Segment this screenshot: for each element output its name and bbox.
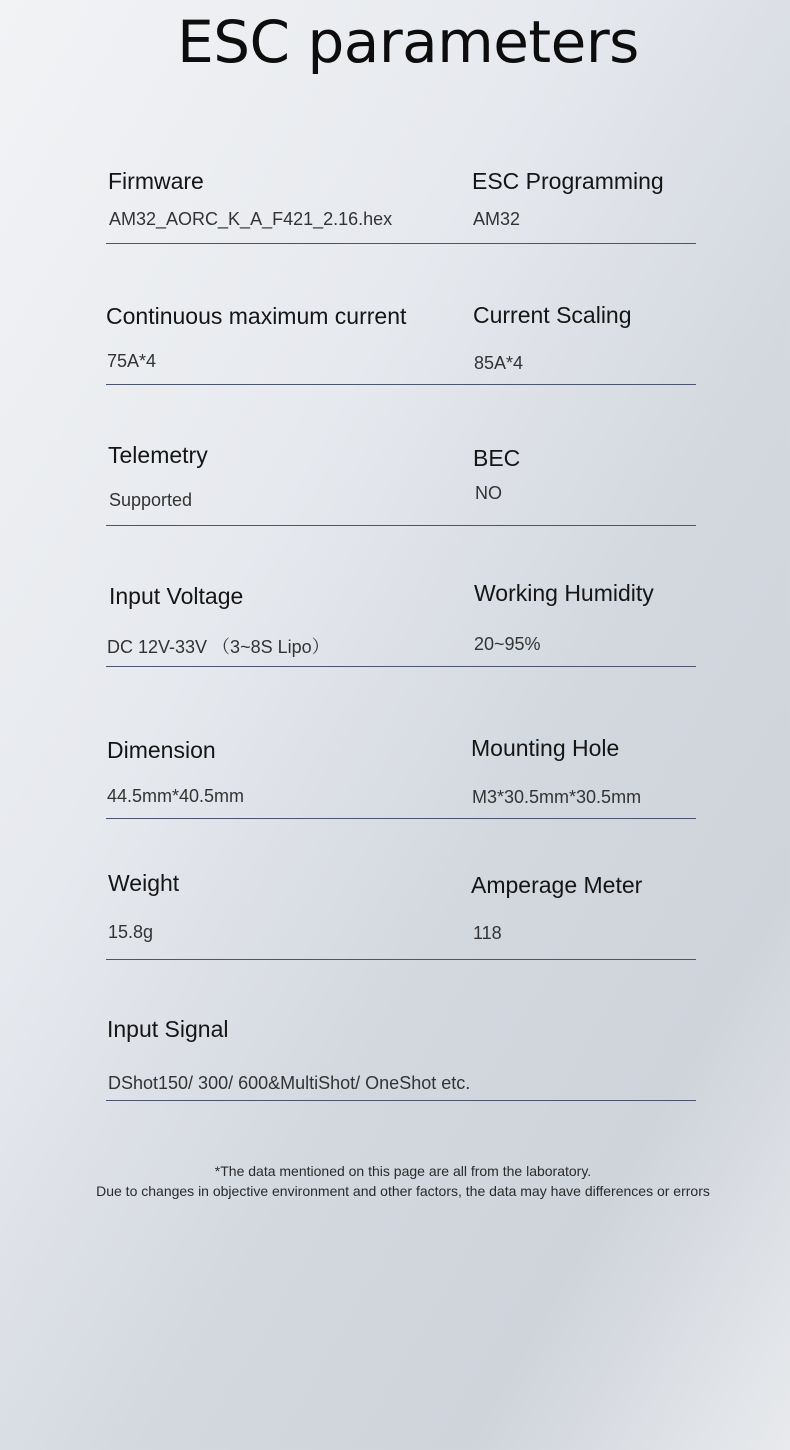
spec-label-mounting-hole: Mounting Hole: [471, 735, 620, 761]
spec-row-dimension: [106, 727, 696, 819]
spec-row-voltage: [106, 575, 696, 667]
spec-label-input-voltage: Input Voltage: [109, 583, 244, 609]
spec-value-continuous-max-current: 75A*4: [107, 351, 157, 371]
spec-value-mounting-hole: M3*30.5mm*30.5mm: [472, 787, 642, 807]
spec-value-current-scaling: 85A*4: [474, 353, 524, 373]
spec-value-weight: 15.8g: [108, 922, 154, 942]
spec-label-weight: Weight: [108, 870, 180, 896]
spec-row-weight: [106, 862, 696, 960]
spec-label-esc-programming: ESC Programming: [472, 168, 664, 194]
spec-row-firmware: [106, 160, 696, 244]
footnote-line-2: Due to changes in objective environment and other factors, the data may have differences or errors: [96, 1183, 710, 1199]
spec-label-bec: BEC: [473, 445, 521, 471]
footnote-line-1: *The data mentioned on this page are all from the laboratory.: [214, 1163, 592, 1179]
spec-label-telemetry: Telemetry: [108, 442, 208, 468]
spec-value-telemetry: Supported: [109, 490, 193, 510]
spec-label-working-humidity: Working Humidity: [474, 580, 654, 606]
spec-label-input-signal: Input Signal: [107, 1016, 229, 1042]
spec-label-firmware: Firmware: [108, 168, 204, 194]
spec-value-firmware: AM32_AORC_K_A_F421_2.16.hex: [109, 209, 393, 229]
spec-value-dimension: 44.5mm*40.5mm: [107, 786, 245, 806]
spec-row-telemetry: [106, 434, 696, 526]
spec-label-continuous-max-current: Continuous maximum current: [106, 303, 407, 329]
spec-value-bec: NO: [475, 483, 502, 503]
spec-label-amperage-meter: Amperage Meter: [471, 872, 643, 898]
spec-value-working-humidity: 20~95%: [474, 634, 541, 654]
spec-value-amperage-meter: 118: [473, 923, 502, 943]
spec-label-dimension: Dimension: [107, 737, 216, 763]
spec-row-input-signal: [106, 1008, 696, 1101]
spec-value-esc-programming: AM32: [473, 209, 521, 229]
spec-value-input-signal: DShot150/ 300/ 600&MultiShot/ OneShot etc.: [108, 1073, 471, 1093]
spec-label-current-scaling: Current Scaling: [473, 302, 632, 328]
spec-row-current: [106, 296, 696, 385]
spec-value-input-voltage: DC 12V-33V （3~8S Lipo）: [107, 637, 330, 657]
page-title: ESC parameters: [177, 8, 639, 76]
